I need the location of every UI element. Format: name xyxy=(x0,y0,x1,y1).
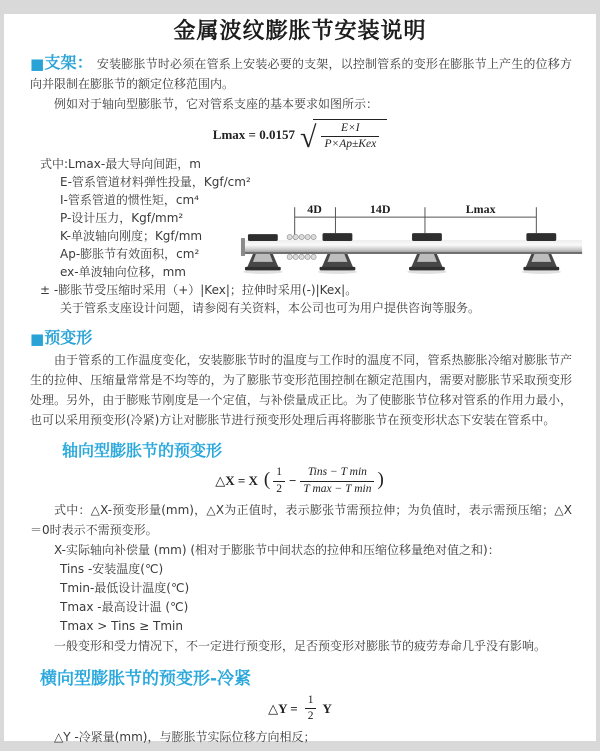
axial-explain-1: 式中：△X-预变形量(mm)，△X为正值时，表示膨张节需预拉伸；为负值时，表示需预压缩；△X＝0时表示不需预变形。 xyxy=(30,502,572,537)
lmax-formula xyxy=(212,119,387,154)
definition-line: Ap-膨胀节有效面积，cm² xyxy=(60,247,200,262)
lmax-formula-lhs: Lmax = 0.0157 xyxy=(212,127,295,143)
half-numerator: 1 xyxy=(273,466,285,481)
axial-subheading: 轴向型膨胀节的预变形 xyxy=(62,441,223,461)
temperature-fraction xyxy=(300,466,374,495)
axial-formula-lhs: △X = X xyxy=(215,473,258,489)
temp-line: Tins -安装温度(℃) xyxy=(60,561,164,576)
predeform-heading-label: 预变形 xyxy=(44,328,93,348)
section-square-icon: ■ xyxy=(30,55,45,73)
axial-formula xyxy=(215,466,385,495)
pipe xyxy=(242,240,582,254)
pipe-end-cap xyxy=(241,238,245,256)
lateral-formula-row xyxy=(4,694,596,723)
support-section-heading xyxy=(30,53,93,72)
temp-line: Tmax -最高设计温 (℃) xyxy=(60,599,189,614)
support-example-line: 例如对于轴向型膨胀节，它对管系支座的基本要求如图所示： xyxy=(54,97,379,111)
axial-note: 一般变形和受力情况下，不一定进行预变形，足否预变形对膨胀节的疲劳寿命几乎没有影响。 xyxy=(54,638,547,653)
temp-line: Tmax > Tins ≥ Tmin xyxy=(60,618,183,633)
minus-operator: − xyxy=(288,473,297,489)
dim-label-lmax: Lmax xyxy=(465,202,496,217)
definition-line: ± -膨胀节受压缩时采用（+）|Kex|；拉伸时采用(-)|Kex|。 xyxy=(40,283,358,298)
dim-label-4d: 4D xyxy=(307,202,322,217)
lmax-fraction xyxy=(321,122,379,151)
lmax-numerator: E×I xyxy=(321,122,379,137)
definition-line: 关于管系支座设计问题，请参阅有关资料，本公司也可为用户提供咨询等服务。 xyxy=(60,301,481,316)
lmax-formula-row xyxy=(4,119,596,154)
definition-line: E-管系管道材料弹性投量，Kgf/cm² xyxy=(60,175,251,190)
half-numerator: 1 xyxy=(305,694,317,709)
document-page xyxy=(4,14,596,745)
right-paren: ) xyxy=(377,469,384,491)
half-denominator: 2 xyxy=(307,710,314,723)
section-square-icon: ■ xyxy=(30,330,45,349)
temp-numerator: Tins − T min xyxy=(300,466,374,481)
pipe-support-diagram-svg xyxy=(238,200,596,300)
pipe-support-diagram xyxy=(238,200,596,300)
radical-sign-icon: √ xyxy=(299,120,317,154)
axial-explain-2: X-实际轴向补偿量 (mm) (相对于膨胀节中间状态的拉伸和压缩位移量绝对值之和)： xyxy=(54,542,500,557)
definition-line: I-管系管道的惯性矩，cm⁴ xyxy=(60,193,199,208)
support-heading-label: 支架： xyxy=(44,53,93,72)
lateral-formula-rhs: Y xyxy=(322,700,332,716)
half-denominator: 2 xyxy=(276,482,282,495)
axial-formula-row xyxy=(4,466,596,495)
one-half-fraction xyxy=(305,694,317,723)
definition-line: ex-单波轴向位移，mm xyxy=(60,265,186,280)
predeform-section-heading xyxy=(30,325,596,348)
definition-line: 式中:Lmax-最大导向间距，m xyxy=(40,157,201,172)
definition-line: K-单波轴向刚度；Kgf/mm xyxy=(60,229,203,244)
temp-line: Tmin-最低设计温度(℃) xyxy=(60,580,190,595)
page-title: 金属波纹膨胀节安装说明 xyxy=(173,19,427,44)
temperature-definition-list xyxy=(60,560,572,636)
predeform-paragraph: 由于管系的工作温度变化，安装膨胀节时的温度与工作时的温度不同，管系热膨胀冷缩对膨胀节产生的拉伸、压缩量常常是不均等的，为了膨胀节变形范围控制在额定范围内，需要对膨胀节采取预变形处理。另外，由于膨账节刚度是一个定值，与补偿量成正比。为了使膨胀节位移对管系的作用力最小，也可以采用预变形(冷紧)方让对膨胀节进行预变形处理后再将膨胀节在预变形状态下安装在管系中。 xyxy=(30,353,572,428)
anchor-support xyxy=(243,234,283,274)
lateral-subheading: 横向型膨胀节的预变形-冷紧 xyxy=(40,668,252,689)
one-half-fraction xyxy=(273,466,285,495)
support-intro-text: 安装膨胀节时必须在管系上安装必要的支架，以控制管系的变形在膨胀节上产生的位移方向并限制在膨胀节的额定位移范围内。 xyxy=(30,57,572,91)
left-paren: ( xyxy=(263,469,271,491)
lateral-formula-lhs: △Y = xyxy=(268,700,298,716)
definition-line: P-设计压力，Kgf/mm² xyxy=(60,211,184,226)
pipe-bottom-edge xyxy=(242,252,582,254)
lmax-denominator: P×Ap±Kex xyxy=(324,138,377,151)
lateral-note: △Y -冷紧量(mm)，与膨胀节实际位移方向相反； xyxy=(54,730,316,745)
lateral-formula xyxy=(268,694,332,723)
dim-label-14d: 14D xyxy=(369,202,391,217)
support-intro-paragraph xyxy=(30,53,572,94)
radical-body xyxy=(313,119,387,151)
temp-denominator: T max − T min xyxy=(303,482,372,495)
